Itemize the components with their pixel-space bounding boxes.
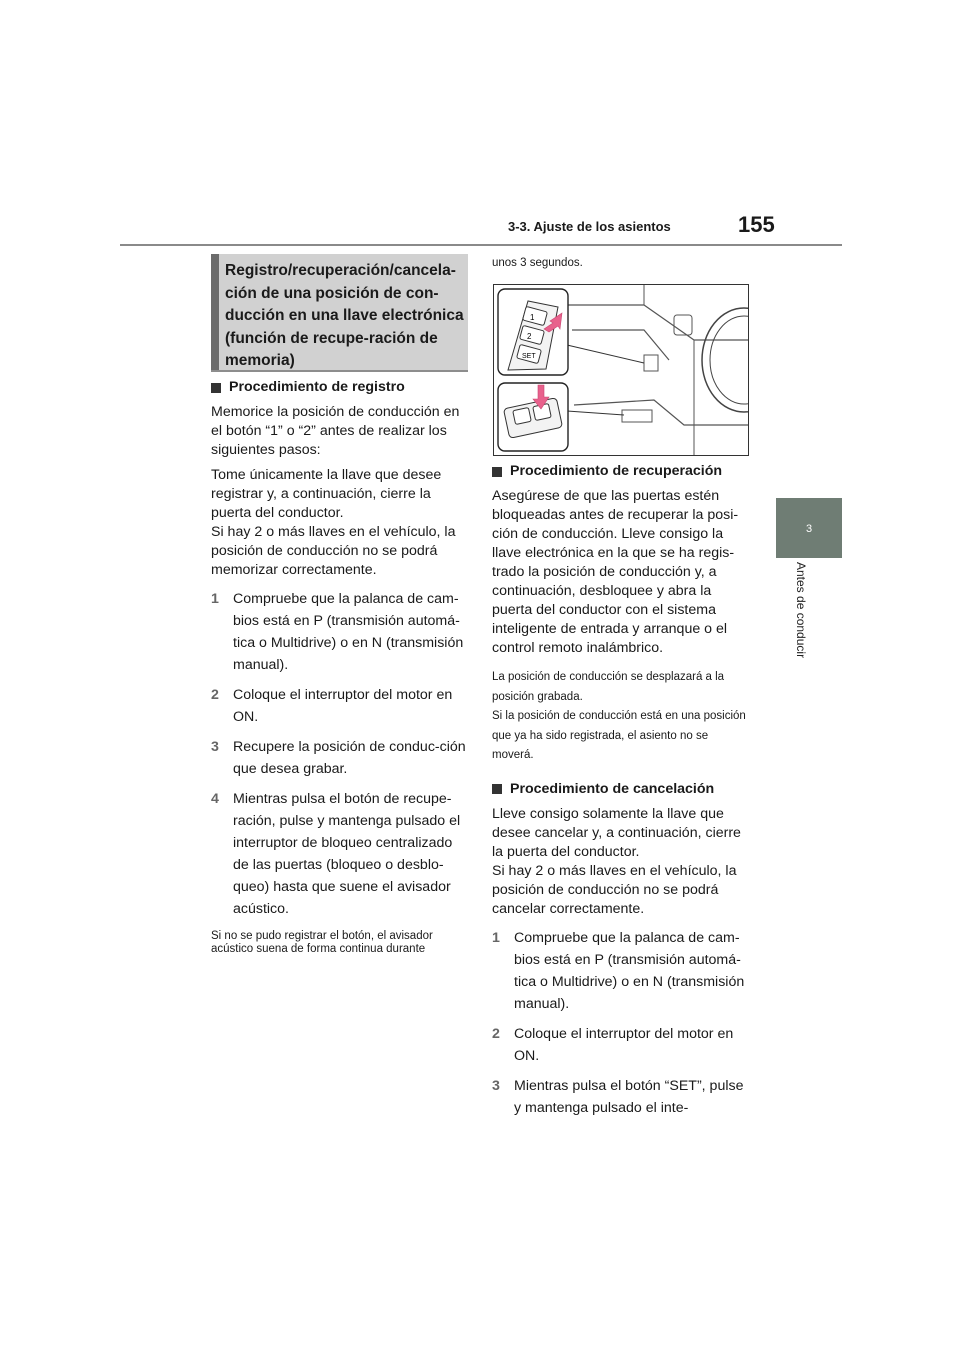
list-item: [211, 684, 469, 728]
registration-subheading: [211, 378, 469, 397]
registration-subheading-text: Procedimiento de registro: [229, 379, 405, 395]
recovery-subheading: [492, 462, 750, 481]
list-item: [211, 736, 469, 780]
cancel-subheading: [492, 780, 750, 799]
recovery-note: La posición de conducción se desplazará a la posición grabada. Si la posición de conducción está en una posición que ya ha sido registrada, el asiento no se moverá.: [492, 671, 746, 761]
step-number: 2: [211, 687, 219, 703]
section-title: 3-3. Ajuste de los asientos: [508, 219, 671, 234]
memory-button-1-label: 1: [530, 313, 535, 322]
chapter-number: 3: [805, 523, 813, 535]
registration-note: Si no se pudo registrar el botón, el avisador acústico suena de forma continua durante: [211, 930, 433, 955]
square-bullet-icon: [211, 383, 221, 393]
cancel-text: Lleve consigo solamente la llave que desee cancelar y, a continuación, cierre la puerta del conductor. Si hay 2 o más llaves en el vehículo, la posición de conducción no se podrá cancelar correctamente.: [492, 805, 741, 917]
set-button-label: SET: [522, 353, 536, 360]
memory-button-2-label: 2: [527, 332, 532, 341]
chapter-title: Antes de conducir: [794, 562, 808, 659]
registration-intro: Memorice la posición de conducción en el botón “1” o “2” antes de realizar los siguientes pasos:: [211, 404, 460, 458]
chapter-title-container: [776, 562, 816, 692]
step-text: Mientras pulsa el botón “SET”, pulse y mantenga pulsado el inte-: [514, 1077, 744, 1116]
list-item: [211, 788, 469, 920]
step-number: 1: [211, 591, 219, 607]
recovery-subheading-text: Procedimiento de recuperación: [510, 463, 723, 479]
step-text: Mientras pulsa el botón de recupe-ración, pulse y mantenga pulsado el interruptor de bloqueo centralizado de las puertas (bloqueo o desblo-queo) hasta que suene el avisador acústico.: [233, 791, 461, 917]
step-number: 3: [211, 739, 219, 755]
heading-accent-bar: [211, 254, 219, 370]
square-bullet-icon: [492, 784, 502, 794]
door-memory-switch-illustration: [494, 285, 748, 455]
memory-switch-figure: [493, 284, 749, 456]
step-text: Recupere la posición de conduc-ción que desea grabar.: [233, 739, 466, 777]
chapter-tab: [776, 498, 842, 558]
header-divider: [120, 244, 842, 246]
page-number: 155: [738, 212, 775, 237]
right-column: [492, 462, 750, 1119]
step-text: Coloque el interruptor del motor en ON.: [233, 687, 453, 725]
step-number: 4: [211, 791, 219, 807]
recovery-text: Asegúrese de que las puertas estén bloqueadas antes de recuperar la posi-ción de conducción. Lleve consigo la llave electrónica en la que se ha regis-trado la posición de conducción y, a continuación, desbloquee y abra la puerta del conductor con el sistema inteligente de entrada y arranque o el control remoto inalámbrico.: [492, 488, 739, 656]
step-number: 2: [492, 1025, 500, 1042]
section-heading-box: [211, 254, 468, 372]
square-bullet-icon: [492, 467, 502, 477]
left-column: [211, 378, 469, 956]
list-item: [492, 927, 750, 1015]
list-item: [492, 1023, 750, 1067]
list-item: [492, 1075, 750, 1119]
note-continuation: unos 3 segundos.: [492, 257, 583, 269]
cancel-subheading-text: Procedimiento de cancelación: [510, 780, 715, 797]
registration-instructions: Tome únicamente la llave que desee registrar y, a continuación, cierre la puerta del conductor. Si hay 2 o más llaves en el vehículo, la posición de conducción no se podrá memorizar correctamente.: [211, 467, 456, 578]
step-number: 3: [492, 1077, 500, 1094]
step-text: Coloque el interruptor del motor en ON.: [514, 1025, 734, 1064]
list-item: [211, 588, 469, 676]
step-number: 1: [492, 929, 500, 946]
step-text: Compruebe que la palanca de cam-bios está en P (transmisión automá-tica o Multidrive) o en N (transmisión manual).: [514, 929, 745, 1012]
section-heading: Registro/recuperación/cancela-ción de una posición de con-ducción en una llave electrónica (función de recupe-ración de memoria): [225, 262, 464, 369]
step-text: Compruebe que la palanca de cam-bios está en P (transmisión automá-tica o Multidrive) o en N (transmisión manual).: [233, 591, 464, 673]
